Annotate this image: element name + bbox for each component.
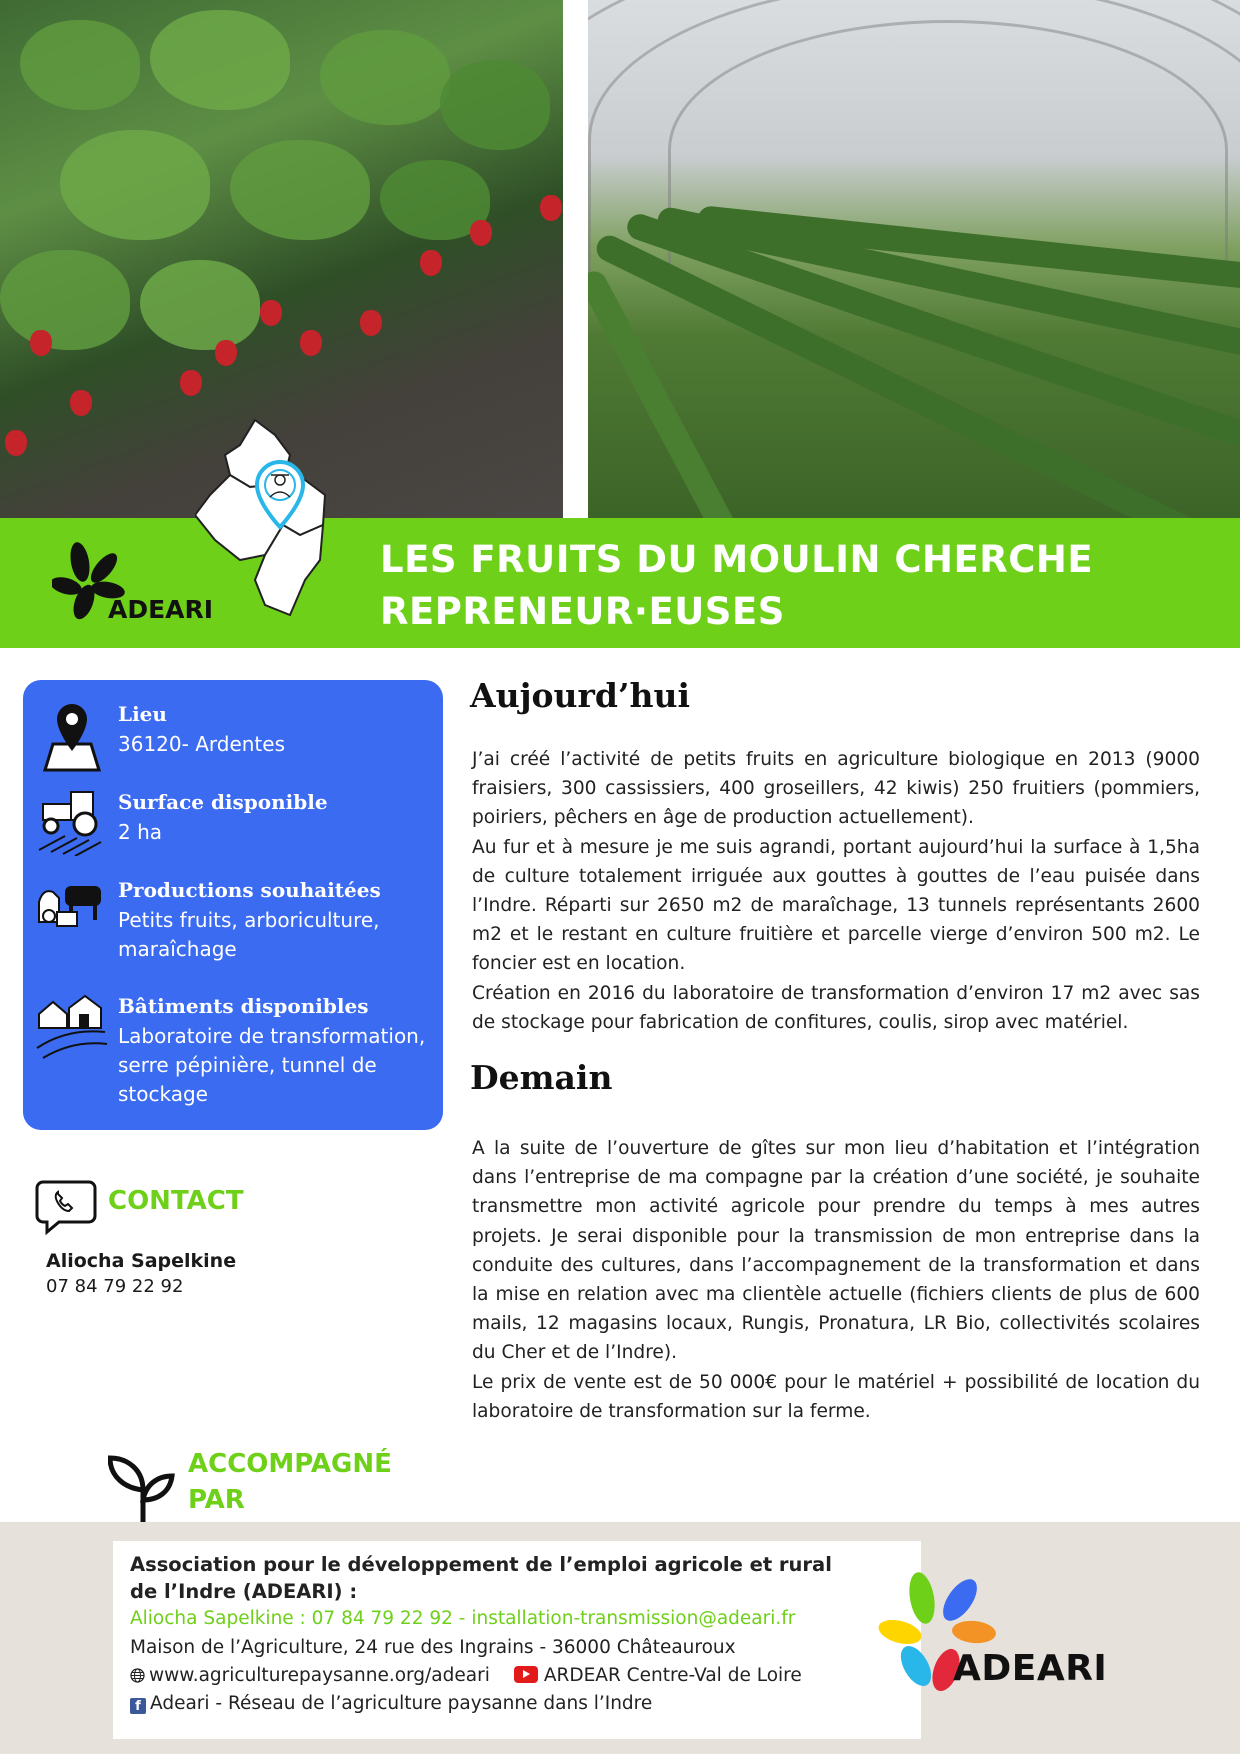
info-value-lieu: 36120- Ardentes [118, 732, 285, 756]
org-name-line-2: de l’Indre (ADEARI) : [130, 1580, 358, 1603]
strawberry-tunnel-photo [588, 0, 1240, 518]
title-line-1: LES FRUITS DU MOULIN CHERCHE [380, 538, 1094, 581]
text-demain [472, 1134, 1200, 1426]
info-label-lieu: Lieu [118, 702, 167, 726]
facebook-icon: f [130, 1698, 146, 1714]
info-label-batiments: Bâtiments disponibles [118, 994, 369, 1018]
contact-title: CONTACT [108, 1186, 244, 1216]
paragraph: Le prix de vente est de 50 000€ pour le matériel + possibilité de location du laboratoire de transformation sur la ferme. [472, 1371, 1200, 1422]
org-address: Maison de l’Agriculture, 24 rue des Ingrains - 36000 Châteauroux [130, 1637, 736, 1658]
org-contact-line[interactable]: Aliocha Sapelkine : 07 84 79 22 92 - installation-transmission@adeari.fr [130, 1608, 796, 1629]
paragraph: A la suite de l’ouverture de gîtes sur mon lieu d’habitation et l’intégration dans l’entreprise de ma compagne par la création d’une société, je souhaite transmettre mon activité agricole pour prendre du temps à mes autres projets. Je serai disponible pour la transmission de mon entreprise dans la conduite des cultures, dans l’accompagnement de la transformation et dans la mise en relation avec ma clientèle actuelle (fichiers clients de plus de 600 mails, 12 magasins locaux, Rungis, Pronatura, LR Bio, collectivités scolaires du Cher et de l’Indre). [472, 1138, 1200, 1364]
indre-map-icon [195, 415, 365, 625]
productions-icon [35, 872, 109, 946]
contact-name: Aliocha Sapelkine [46, 1250, 237, 1272]
info-value-productions: Petits fruits, arboriculture, maraîchage [118, 908, 380, 961]
title-line-2: REPRENEUR·EUSES [380, 590, 785, 633]
youtube-link[interactable]: ARDEAR Centre-Val de Loire [543, 1665, 802, 1686]
org-name-line-1: Association pour le développement de l’emploi agricole et rural [130, 1553, 832, 1576]
info-label-productions: Productions souhaitées [118, 878, 381, 902]
youtube-icon [514, 1666, 538, 1683]
facebook-link[interactable]: Adeari - Réseau de l’agriculture paysanne dans l’Indre [150, 1693, 653, 1714]
brand-small: ADEARI [108, 595, 214, 624]
tractor-icon [35, 782, 109, 856]
accompagne-line-1: ACCOMPAGNÉ [188, 1449, 392, 1479]
phone-chat-icon [35, 1178, 97, 1236]
links-line [130, 1665, 802, 1686]
paragraph: J’ai créé l’activité de petits fruits en agriculture biologique en 2013 (9000 fraisiers, 300 cassissiers, 400 groseillers, 42 kiwis) 250 fruitiers (pommiers, poiriers, pêchers en âge de production actuellement). [472, 749, 1200, 829]
paragraph: Création en 2016 du laboratoire de transformation d’environ 17 m2 avec sas de stockage pour fabrication de confitures, coulis, sirop avec matériel. [472, 982, 1200, 1033]
buildings-icon [35, 988, 109, 1062]
text-aujourdhui [472, 745, 1200, 1037]
info-label-surface: Surface disponible [118, 790, 328, 814]
website-link[interactable]: www.agriculturepaysanne.org/adeari [149, 1665, 490, 1686]
heading-aujourdhui: Aujourd’hui [470, 676, 691, 715]
location-pin-icon [35, 700, 109, 774]
accompagne-line-2: PAR [188, 1485, 245, 1515]
globe-icon [130, 1668, 145, 1683]
heading-demain: Demain [470, 1058, 613, 1097]
page-title [380, 534, 1220, 638]
farm-info-box [23, 680, 443, 1130]
accompagne-title [188, 1446, 418, 1518]
contact-phone[interactable]: 07 84 79 22 92 [46, 1276, 184, 1297]
info-value-batiments: Laboratoire de transformation, serre pépinière, tunnel de stockage [118, 1024, 426, 1106]
paragraph: Au fur et à mesure je me suis agrandi, portant aujourd’hui la surface à 1,5ha de culture totalement irriguée aux gouttes à gouttes de l’eau puisée dans l’Indre. Réparti sur 2650 m2 de maraîchage, 13 tunnels représentants 2600 m2 et le restant en culture fruitière et parcelle vierge d’environ 500 m2. Le foncier est en location. [472, 836, 1200, 975]
info-value-surface: 2 ha [118, 820, 163, 844]
brand-big: ADEARI [953, 1648, 1108, 1689]
facebook-line [130, 1693, 652, 1714]
